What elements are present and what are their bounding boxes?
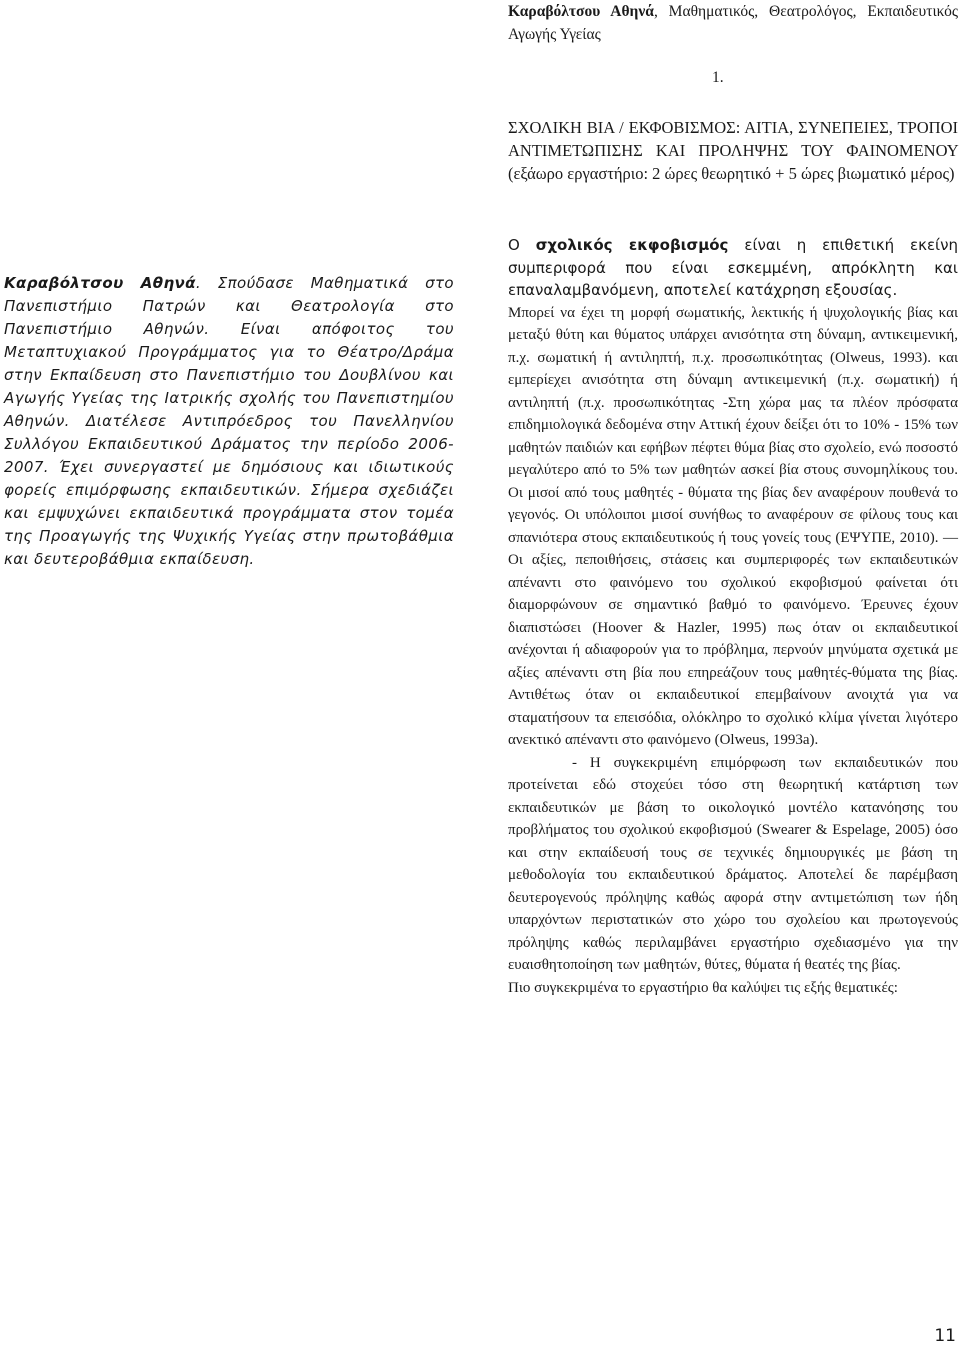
title-main: ΣΧΟΛΙΚΗ ΒΙΑ / ΕΚΦΟΒΙΣΜΟΣ: ΑΙΤΙΑ, ΣΥΝΕΠΕΙΕΣ, ΤΡΟΠΟΙ ΑΝΤΙΜΕΤΩΠΙΣΗΣ ΚΑΙ ΠΡΟΛΗΨΗΣ ΤΟΥ ΦΑΙΝΟΜΕΝΟΥ xyxy=(508,118,958,160)
header-author: Καραβόλτσου Αθηνά xyxy=(508,3,654,20)
section-title xyxy=(508,116,958,185)
paragraph-forms: Μπορεί να έχει τη μορφή σωματικής, λεκτικής ή ψυχολογικής βίας και μεταξύ θύτη και θύματος υπάρχει ανισότητα στη δύναμη, αντικειμενική, π.χ. σωματική ή αντιληπτή, π.χ. προσωπικότητας (Olweus, 1993). και εμπερίεχει ανισότητα στη δύναμη αντικειμενική (π.χ. σωματική) ή αντιληπτή (π.χ. προσωπικότητας -Στη χώρα μας τα πλέον πρόσφατα επιδημιολογικά δεδομένα στην Αττική έχουν δείξει ότι το 10% - 15% των μαθητών παιδιών και εφήβων πέφτει θύμα βίας στο σχολείο, ενώ ποσοστό μεγαλύτερο από το 5% των μαθητών ασκεί βία στους συνομηλίκους του. Οι μισοί από τους μαθητές - θύματα της βίας δεν αναφέρουν πουθενά το γεγονός. Οι υπόλοιποι μισοί συνήθως το αναφέρουν σε φίλους τους και σπανιότερα στους εκπαιδευτικούς ή τους γονείς τους (ΕΨΥΠΕ, 2010). — Οι αξίες, πεποιθήσεις, στάσεις και συμπεριφορές των εκπαιδευτικών απέναντι στο φαινόμενο του σχολικού εκφοβισμού φαίνεται ότι διαμορφώνουν σε σημαντικό βαθμό το φαινόμενο. Έρευνες έχουν διαπιστώσει (Hoover & Hazler, 1995) πως όταν οι εκπαιδευτικοί ανέχονται ή αδιαφορούν για το πρόβλημα, περνούν μηνύματα σχετικά με αξίες απέναντι στη βία που επηρεάζουν τους μαθητές-θύματα της βίας. Αντιθέτως όταν οι εκπαιδευτικοί επεμβαίνουν ανοιχτά για να σταματήσουν τα επεισόδια, ολόκληρο το σχολικό κλίμα γίνεται λιγότερο ανεκτικό απέναντι στο φαινόμενο (Olweus, 1993a). xyxy=(508,304,958,748)
paragraph-training xyxy=(508,752,958,977)
section-number: 1. xyxy=(712,69,724,86)
p1-rest: είναι η επιθετική εκείνη συμπεριφορά που είναι εσκεμμένη, απρόκλητη και επαναλαμβανόμενη, αποτελεί κατάχρηση εξουσίας. xyxy=(508,236,959,299)
p1-term: σχολικός εκφοβισμός xyxy=(535,236,729,254)
paragraph-topics: Πιο συγκεκριμένα το εργαστήριο θα καλύψει τις εξής θεματικές: xyxy=(508,979,898,996)
running-header xyxy=(508,0,958,46)
title-sub: (εξάωρο εργαστήριο: 2 ώρες θεωρητικό + 5 ώρες βιωματικό μέρος) xyxy=(508,164,955,183)
author-bio xyxy=(4,272,454,571)
bio-name: Καραβόλτσου Αθηνά xyxy=(4,274,196,292)
body-column xyxy=(508,234,958,999)
paragraph-definition xyxy=(508,234,958,302)
page-number: 11 xyxy=(934,1326,956,1346)
p3-text: - Η συγκεκριμένη επιμόρφωση των εκπαιδευτικών που προτείνεται εδώ στοχεύει τόσο στη θεωρητική κατάρτιση των εκπαιδευτικών με βάση το οικολογικό μοντέλο κατανόησης του προβλήματος του σχολικού εκφοβισμού (Swearer & Espelage, 2005) όσο και στην εκπαίδευσή τους σε τεχνικές δημιουργικές με βάση τη μεθοδολογία του εκπαιδευτικού δράματος. Αποτελεί δε παρέμβαση δευτερογενούς πρόληψης καθώς αφορά στην αντιμετώπιση των ήδη υπαρχόντων περιστατικών στο χώρο του σχολείου και πρωτογενούς πρόληψης καθώς περιλαμβάνει εργαστήριο σχεδιασμένο για την ευαισθητοποίηση των μαθητών, θύτες, θύματα ή θεατές της βίας. xyxy=(508,754,958,973)
header-role: , Μαθηματικός, Θεατρολόγος, Εκπαιδευτικός Αγωγής Υγείας xyxy=(508,3,958,43)
bio-text: . Σπούδασε Μαθηματικά στο Πανεπιστήμιο Πατρών και Θεατρολογία στο Πανεπιστήμιο Αθηνών. Είναι απόφοιτος του Μεταπτυχιακού Προγράμματος για το Θέατρο/Δράμα στην Εκπαίδευση στο Πανεπιστήμιο του Δουβλίνου και Αγωγής Υγείας της Ιατρικής σχολής του Πανεπιστημίου Αθηνών. Διατέλεσε Αντιπρόεδρος του Πανελληνίου Συλλόγου Εκπαιδευτικού Δράματος την περίοδο 2006-2007. Έχει συνεργαστεί με δημόσιους και ιδιωτικούς φορείς επιμόρφωσης εκπαιδευτικών. Σήμερα σχεδιάζει και εμψυχώνει εκπαιδευτικά προγράμματα στον τομέα της Προαγωγής της Ψυχικής Υγείας στην πρωτοβάθμια και δευτεροβάθμια εκπαίδευση. xyxy=(4,274,454,568)
p1-pre: Ο xyxy=(508,236,536,254)
